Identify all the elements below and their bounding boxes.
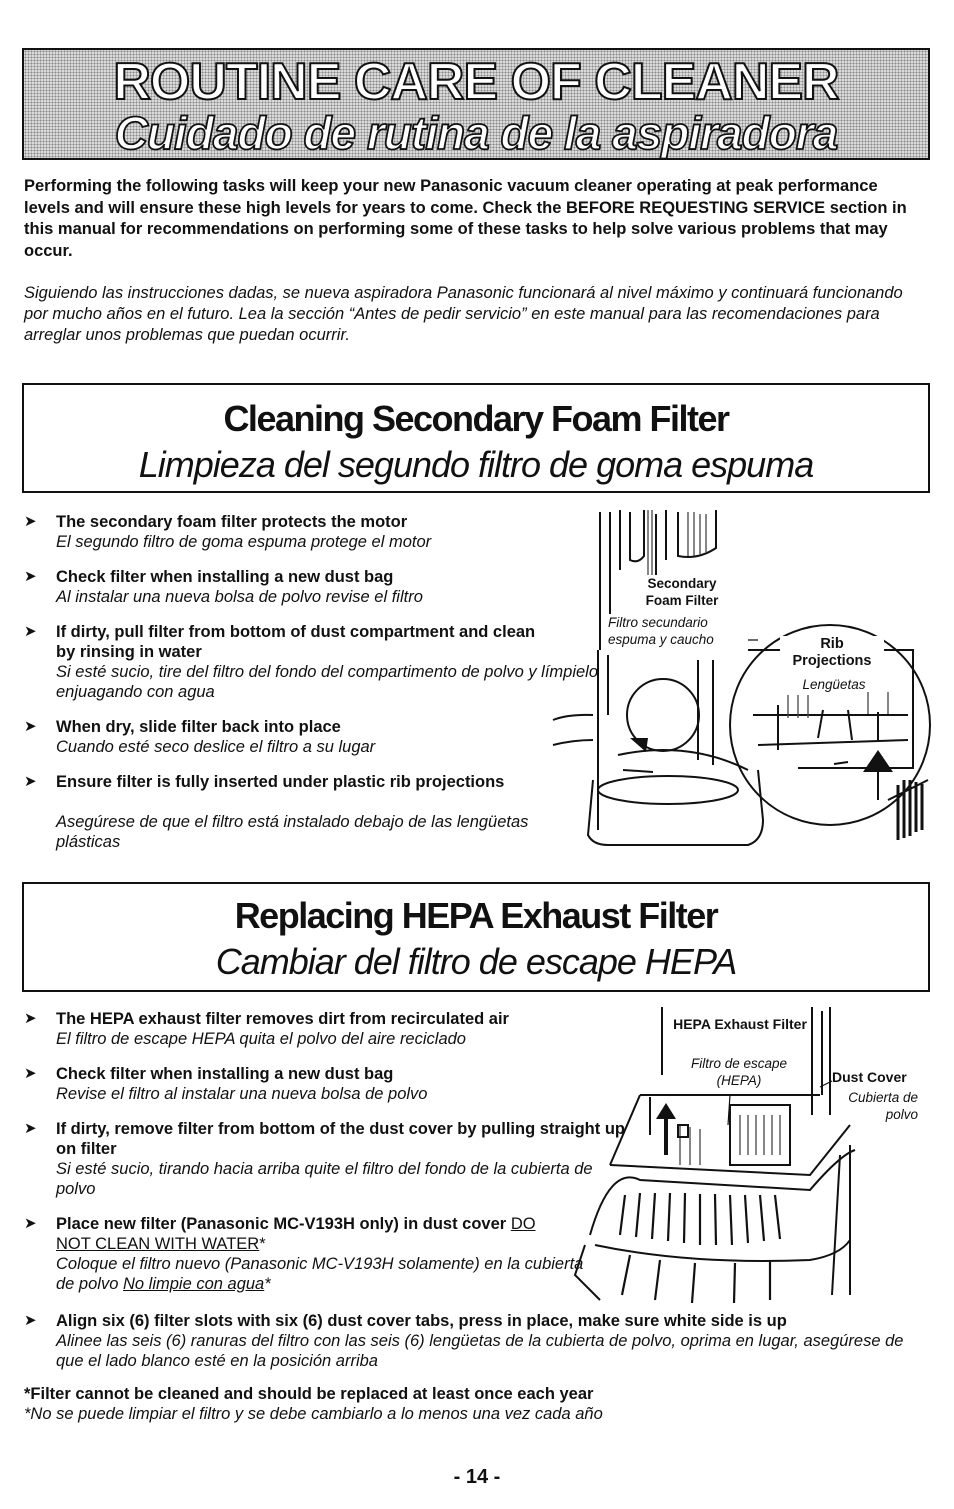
step-spanish-text: Coloque el filtro nuevo (Panasonic MC-V193H solamente) en la cubierta de polvo bbox=[56, 1255, 584, 1293]
hepa-section-title: Replacing HEPA Exhaust Filter bbox=[234, 895, 718, 936]
filter-note-english: *Filter cannot be cleaned and should be replaced at least once each year bbox=[24, 1385, 594, 1403]
hepa-exhaust-filter-label: HEPA Exhaust Filter bbox=[673, 1016, 807, 1032]
header-banner bbox=[22, 48, 930, 160]
step-english-text: Place new filter (Panasonic MC-V193H only) in dust cover bbox=[56, 1215, 507, 1233]
secondary-foam-filter-label-es: Filtro secundario espuma y caucho bbox=[608, 614, 748, 648]
hepa-exhaust-filter-label-es: Filtro de escape (HEPA) bbox=[690, 1056, 788, 1088]
foam-section-title: Cleaning Secondary Foam Filter bbox=[223, 398, 729, 439]
step-spanish bbox=[56, 1254, 584, 1294]
foam-section-header bbox=[22, 383, 930, 493]
hepa-filter-illustration bbox=[570, 1005, 935, 1305]
filter-note-spanish: *No se puede limpiar el filtro y se debe cambiarlo a lo menos una vez cada año bbox=[24, 1405, 603, 1423]
arrow-bullet-icon: ➤ bbox=[24, 1120, 37, 1137]
dust-cover-label: Dust Cover bbox=[832, 1069, 907, 1085]
step-english: If dirty, pull filter from bottom of dust compartment and clean by rinsing in water bbox=[56, 623, 536, 661]
arrow-bullet-icon: ➤ bbox=[24, 773, 37, 790]
step-english: Ensure filter is fully inserted under plastic rib projections bbox=[56, 773, 505, 791]
step-english: The HEPA exhaust filter removes dirt from recirculated air bbox=[56, 1010, 509, 1028]
rib-projections-label: Rib Projections bbox=[780, 636, 884, 670]
arrow-bullet-icon: ➤ bbox=[24, 1215, 37, 1232]
step-spanish: Si esté sucio, tirando hacia arriba quite el filtro del fondo de la cubierta de polvo bbox=[56, 1160, 593, 1198]
rib-projections-label-es: Lengüetas bbox=[802, 677, 866, 692]
arrow-bullet-icon: ➤ bbox=[24, 568, 37, 585]
page-subtitle: Cuidado de rutina de la aspiradora bbox=[114, 107, 838, 159]
asterisk: * bbox=[264, 1275, 271, 1293]
page-title: ROUTINE CARE OF CLEANER bbox=[113, 53, 839, 111]
dust-cover-label-es: Cubierta de polvo bbox=[848, 1090, 918, 1122]
warning-no-water: DO NOT CLEAN WITH WATER bbox=[56, 1215, 536, 1253]
step-english: Check filter when installing a new dust bag bbox=[56, 1065, 394, 1083]
arrow-bullet-icon: ➤ bbox=[24, 1010, 37, 1027]
step-spanish: Cuando esté seco deslice el filtro a su lugar bbox=[56, 738, 376, 756]
page-number: - 14 - bbox=[453, 1466, 501, 1488]
step-english bbox=[56, 1214, 556, 1254]
asterisk: * bbox=[259, 1235, 266, 1253]
step-english: Check filter when installing a new dust bag bbox=[56, 568, 394, 586]
step-spanish: Alinee las seis (6) ranuras del filtro con las seis (6) lengüetas de la cubierta de polvo, oprima en lugar, asegúrese de que el lado blanco esté en la posición arriba bbox=[56, 1332, 904, 1370]
arrow-bullet-icon: ➤ bbox=[24, 623, 37, 640]
step-spanish: Si esté sucio, tire del filtro del fondo del compartimento de polvo y límpielo enjuagando con agua bbox=[56, 663, 599, 701]
intro-spanish: Siguiendo las instrucciones dadas, se nueva aspiradora Panasonic funcionará al nivel máximo y continuará funcionando por mucho años en el futuro. Lea la sección “Antes de pedir servicio” en este manual para las recomendaciones para arreglar unos problemas que puedan ocurrir. bbox=[24, 284, 903, 344]
step-spanish: Al instalar una nueva bolsa de polvo revise el filtro bbox=[56, 588, 423, 606]
arrow-bullet-icon: ➤ bbox=[24, 513, 37, 530]
foam-section-subtitle: Limpieza del segundo filtro de goma espuma bbox=[138, 444, 814, 485]
arrow-bullet-icon: ➤ bbox=[24, 1312, 37, 1329]
arrow-bullet-icon: ➤ bbox=[24, 1065, 37, 1082]
step-english: The secondary foam filter protects the motor bbox=[56, 513, 408, 531]
step-english: Align six (6) filter slots with six (6) dust cover tabs, press in place, make sure white side is up bbox=[56, 1312, 787, 1330]
arrow-bullet-icon: ➤ bbox=[24, 718, 37, 735]
hepa-section-header bbox=[22, 882, 930, 992]
intro-english: Performing the following tasks will keep your new Panasonic vacuum cleaner operating at peak performance levels and will ensure these high levels for years to come. Check the BEFORE REQUESTING SERVICE section in this manual for recommendations on performing some of these tasks to help solve various problems that may occur. bbox=[24, 177, 907, 260]
step-spanish: El segundo filtro de goma espuma protege el motor bbox=[56, 533, 432, 551]
secondary-foam-filter-label: Secondary Foam Filter bbox=[632, 575, 732, 609]
warning-no-agua: No limpie con agua bbox=[122, 1275, 265, 1293]
hepa-section-subtitle: Cambiar del filtro de escape HEPA bbox=[215, 941, 737, 982]
step-english: If dirty, remove filter from bottom of the dust cover by pulling straight up on filter bbox=[56, 1120, 625, 1158]
vacuum-hepa-filter-drawing bbox=[570, 1005, 935, 1305]
step-spanish: Asegúrese de que el filtro está instalado debajo de las lengüetas plásticas bbox=[56, 813, 529, 851]
foam-filter-illustration bbox=[548, 500, 933, 875]
step-english: When dry, slide filter back into place bbox=[56, 718, 341, 736]
step-spanish: El filtro de escape HEPA quita el polvo del aire reciclado bbox=[56, 1030, 466, 1048]
step-spanish: Revise el filtro al instalar una nueva bolsa de polvo bbox=[56, 1085, 428, 1103]
